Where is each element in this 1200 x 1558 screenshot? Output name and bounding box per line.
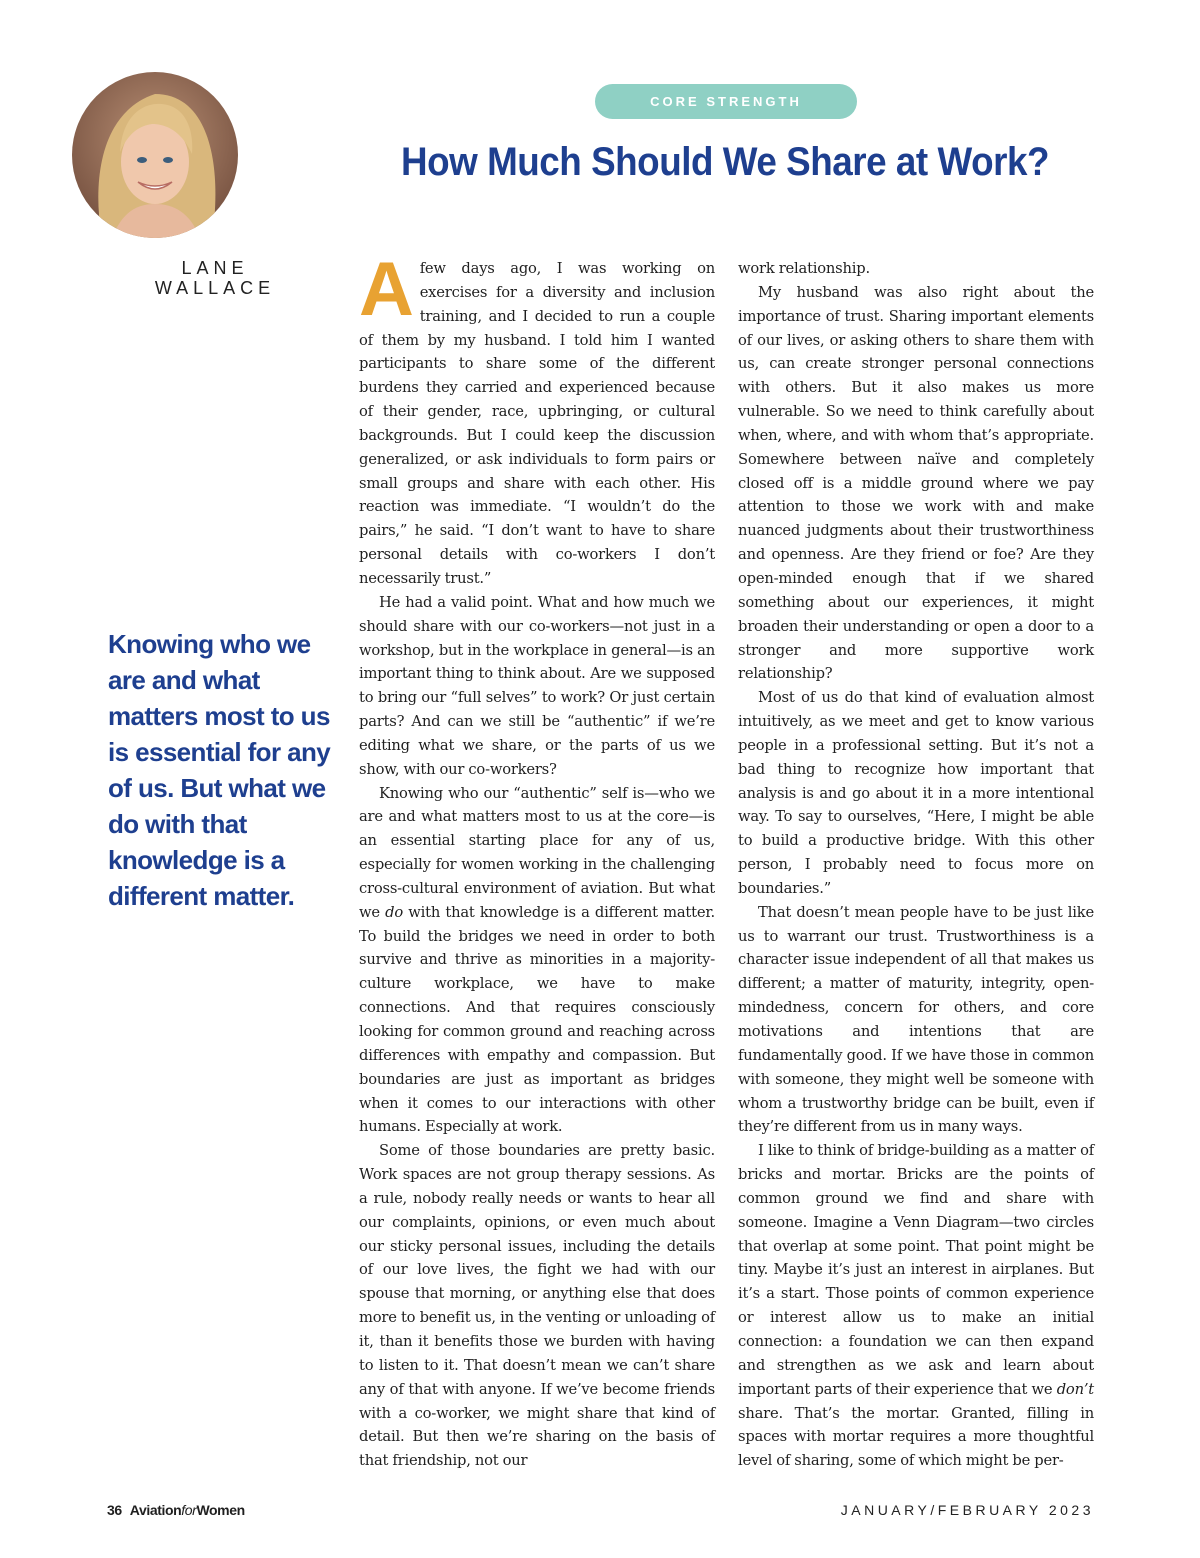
article-paragraph: He had a valid point. What and how much we should share with our co-workers—not just in a workshop, but in the workplace in general—is an important thing to think about. Are we supposed to bring our “full selves” to work? Or just certain parts? And can we still be “authentic” if we’re editing what we share, or the parts of us we show, with our co-workers? [359, 593, 715, 778]
magazine-name-women: Women [196, 1502, 245, 1518]
article-title: How Much Should We Share at Work? [401, 140, 1049, 184]
author-first-name: LANE [181, 258, 249, 278]
magazine-name-aviation: Aviation [129, 1502, 182, 1518]
drop-cap: A [359, 247, 414, 332]
article-paragraph [738, 1139, 1094, 1473]
paragraph-text: with that knowledge is a different matter. To build the bridges we need in order to both survive and thrive as minorities in a majority-culture workplace, we have to make connections. And that requires consciously looking for common ground and reaching across differences with empathy and compassion. But boundaries are just as important as bridges when it comes to our interactions with other humans. Especially at work. [359, 903, 715, 1136]
paragraph-text: few days ago, I was working on exercises for a diversity and inclusion training, and I decided to run a couple of them by my husband. I told him I wanted participants to share some of the different burdens they carried and experienced because of their gender, race, upbringing, or cultural backgrounds. But I could keep the discussion generalized, or ask individuals to form pairs or small groups and share with each other. His reaction was immediate. “I wouldn’t do the pairs,” he said. “I don’t want to have to share personal details with co-workers I don’t necessarily trust.” [359, 260, 715, 587]
article-paragraph: Some of those boundaries are pretty basic. Work spaces are not group therapy sessions. As a rule, nobody really needs or wants to hear all our complaints, opinions, or even much about our sticky personal issues, including the details of our love lives, the fight we had with our spouse that morning, or anything else that does more to benefit us, in the venting or unloading of it, than it benefits those we burden with having to listen to it. That doesn’t mean we can’t share any of that with anyone. If we’ve become friends with a co-worker, we might share that kind of detail. But then we’re sharing on the basis of that friendship, not our [359, 1142, 715, 1470]
paragraph-text: share. That’s the mortar. Granted, filling in spaces with mortar requires a more thoughtful level of sharing, some of which might be per- [738, 1404, 1094, 1470]
article-paragraph [359, 247, 715, 591]
author-last-name: WALLACE [154, 278, 276, 298]
paragraph-text: Knowing who our “authentic” self is—who we are and what matters most to us at the core—is an essential starting place for any of us, especially for women working in the challenging cross-cultural environment of aviation. But what we [359, 784, 715, 921]
page-number: 36 [107, 1502, 122, 1518]
article-column-right [738, 257, 1094, 1473]
paragraph-text: I like to think of bridge-building as a matter of bricks and mortar. Bricks are the points of common ground we find and share with someone. Imagine a Venn Diagram—two circles that overlap at some point. That point might be tiny. Maybe it’s just an interest in airplanes. But it’s a start. Those points of common experience or interest allow us to make an initial connection: a foundation we can then expand and strengthen as we ask and learn about important parts of their experience that we [738, 1142, 1094, 1398]
author-byline [130, 258, 300, 298]
footer-folio [107, 1502, 245, 1518]
emphasis-text: do [385, 903, 403, 921]
article-paragraph: My husband was also right about the importance of trust. Sharing important elements of our lives, or asking others to share them with us, can create stronger personal connections with others. But it also makes us more vulnerable. So we need to think carefully about when, where, and with whom that’s appropriate. Somewhere between naïve and completely closed off is a middle ground where we pay attention to those we work with and make nuanced judgments about their trustworthiness and openness. Are they friend or foe? Are they open-minded enough that if we shared something about our experiences, it might broaden their understanding or open a door to a stronger and more supportive work relationship? [738, 283, 1094, 683]
issue-date: JANUARY/FEBRUARY 2023 [840, 1502, 1094, 1518]
magazine-name-for: for [181, 1502, 197, 1518]
article-column-left [359, 247, 715, 1473]
article-paragraph: That doesn’t mean people have to be just like us to warrant our trust. Trustworthiness is a character issue independent of all that makes us different; a matter of maturity, integrity, open-mindedness, concern for others, and core motivations and intentions that are fundamentally good. If we have those in common with someone, they might well be someone with whom a trustworthy bridge can be built, even if they’re different from us in many ways. [738, 903, 1094, 1136]
emphasis-text: don’t [1056, 1380, 1094, 1398]
article-paragraph [359, 782, 715, 1140]
author-photo [72, 72, 238, 238]
article-paragraph: work relationship. [738, 260, 870, 277]
article-paragraph: Most of us do that kind of evaluation almost intuitively, as we meet and get to know various people in a professional setting. But it’s not a bad thing to recognize how important that analysis is and go about it in a more intentional way. To say to ourselves, “Here, I might be able to build a productive bridge. With this other person, I probably need to focus more on boundaries.” [738, 689, 1094, 897]
pull-quote: Knowing who we are and what matters most to us is essential for any of us. But what we do with that knowledge is a different matter. [108, 629, 331, 911]
section-label: CORE STRENGTH [595, 84, 857, 119]
